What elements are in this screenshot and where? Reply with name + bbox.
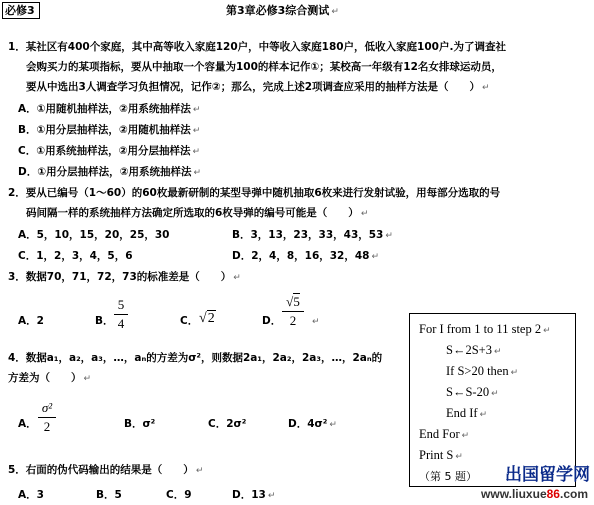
code-line-assign-2: S←S-20 ↵ xyxy=(446,385,499,399)
q4-stem-line1: 4．数据a₁，a₂，a₃，…，aₙ的方差为σ²，则数据2a₁，2a₂，2a₃，…，2aₙ的 xyxy=(8,352,383,364)
q2-stem-line1: 2．要从已编号（1～60）的60枚最新研制的某型导弹中随机抽取6枚来进行发射试验，用每部分选取的号 xyxy=(8,187,501,199)
q1-stem-line1: 1．某社区有400个家庭，其中高等收入家庭120户，中等收入家庭180户，低收入家庭100户.为了调查社 xyxy=(8,41,506,53)
q5-option-c: C．9 xyxy=(166,489,192,501)
q1-option-b: B．①用分层抽样法，②用随机抽样法 ↵ xyxy=(18,124,201,136)
code-line-endfor: End For ↵ xyxy=(419,427,470,441)
page-title: 第3章必修3综合测试 ↵ xyxy=(226,4,339,17)
q4-option-c: C．2σ² xyxy=(208,418,247,430)
q5-option-a: A．3 xyxy=(18,489,44,501)
q4-option-a-label: A． xyxy=(18,418,37,430)
code-line-print: Print S ↵ xyxy=(419,448,463,462)
code-line-if: If S>20 then ↵ xyxy=(446,364,519,378)
q1-stem-line3: 要从中选出3人调查学习负担情况，记作②；那么，完成上述2项调查应采用的抽样方法是（ ） ↵ xyxy=(26,81,490,93)
q1-option-d: D．①用分层抽样法，②用系统抽样法 ↵ xyxy=(18,166,202,178)
q4-option-d: D．4σ² ↵ xyxy=(288,418,337,430)
q4-option-a-fraction: σ² 2 xyxy=(38,400,56,435)
q2-option-b: B．3，13，23，33，43，53 ↵ xyxy=(232,229,393,241)
code-caption: （第 5 题） xyxy=(419,470,477,483)
q3-option-b-fraction: 5 4 xyxy=(114,297,128,332)
q1-stem-line2: 会购买力的某项指标，要从中抽取一个容量为100的样本记作①；某校高一年级有12名女排球运动员， xyxy=(26,61,502,73)
q3-option-a: A．2 xyxy=(18,315,44,327)
q3-paragraph-mark: ↵ xyxy=(312,317,320,327)
code-line-for: For I from 1 to 11 step 2 ↵ xyxy=(419,322,551,336)
watermark-logo: 出国留学网 xyxy=(505,465,590,485)
q5-stem: 5．右面的伪代码输出的结果是（ ） ↵ xyxy=(8,464,204,476)
q2-option-d: D．2，4，8，16，32，48 ↵ xyxy=(232,250,380,262)
q4-stem-line2: 方差为（ ） ↵ xyxy=(8,372,92,384)
q3-option-d-fraction: √5 2 xyxy=(282,294,304,329)
watermark-url: www.liuxue86.com xyxy=(481,487,588,501)
q2-option-a: A．5，10，15，20，25，30 xyxy=(18,229,170,241)
code-line-endif: End If ↵ xyxy=(446,406,488,420)
q5-option-b: B．5 xyxy=(96,489,122,501)
q2-option-c: C．1，2，3，4，5，6 xyxy=(18,250,133,262)
q4-option-b: B．σ² xyxy=(124,418,156,430)
q5-option-d: D．13 ↵ xyxy=(232,489,276,501)
subject-badge: 必修3 xyxy=(2,2,40,19)
q3-option-d-label: D． xyxy=(262,315,282,327)
code-line-assign-1: S←2S+3 ↵ xyxy=(446,343,502,357)
q3-option-c-label: C． xyxy=(180,315,199,327)
q1-option-a: A．①用随机抽样法，②用系统抽样法 ↵ xyxy=(18,103,201,115)
q3-option-c-sqrt: √2 xyxy=(199,311,215,326)
q3-stem: 3．数据70，71，72，73的标准差是（ ） ↵ xyxy=(8,271,241,283)
q1-option-c: C．①用系统抽样法，②用分层抽样法 ↵ xyxy=(18,145,201,157)
q2-stem-line2: 码间隔一样的系统抽样方法确定所选取的6枚导弹的编号可能是（ ） ↵ xyxy=(26,207,369,219)
q3-option-b-label: B． xyxy=(95,315,114,327)
